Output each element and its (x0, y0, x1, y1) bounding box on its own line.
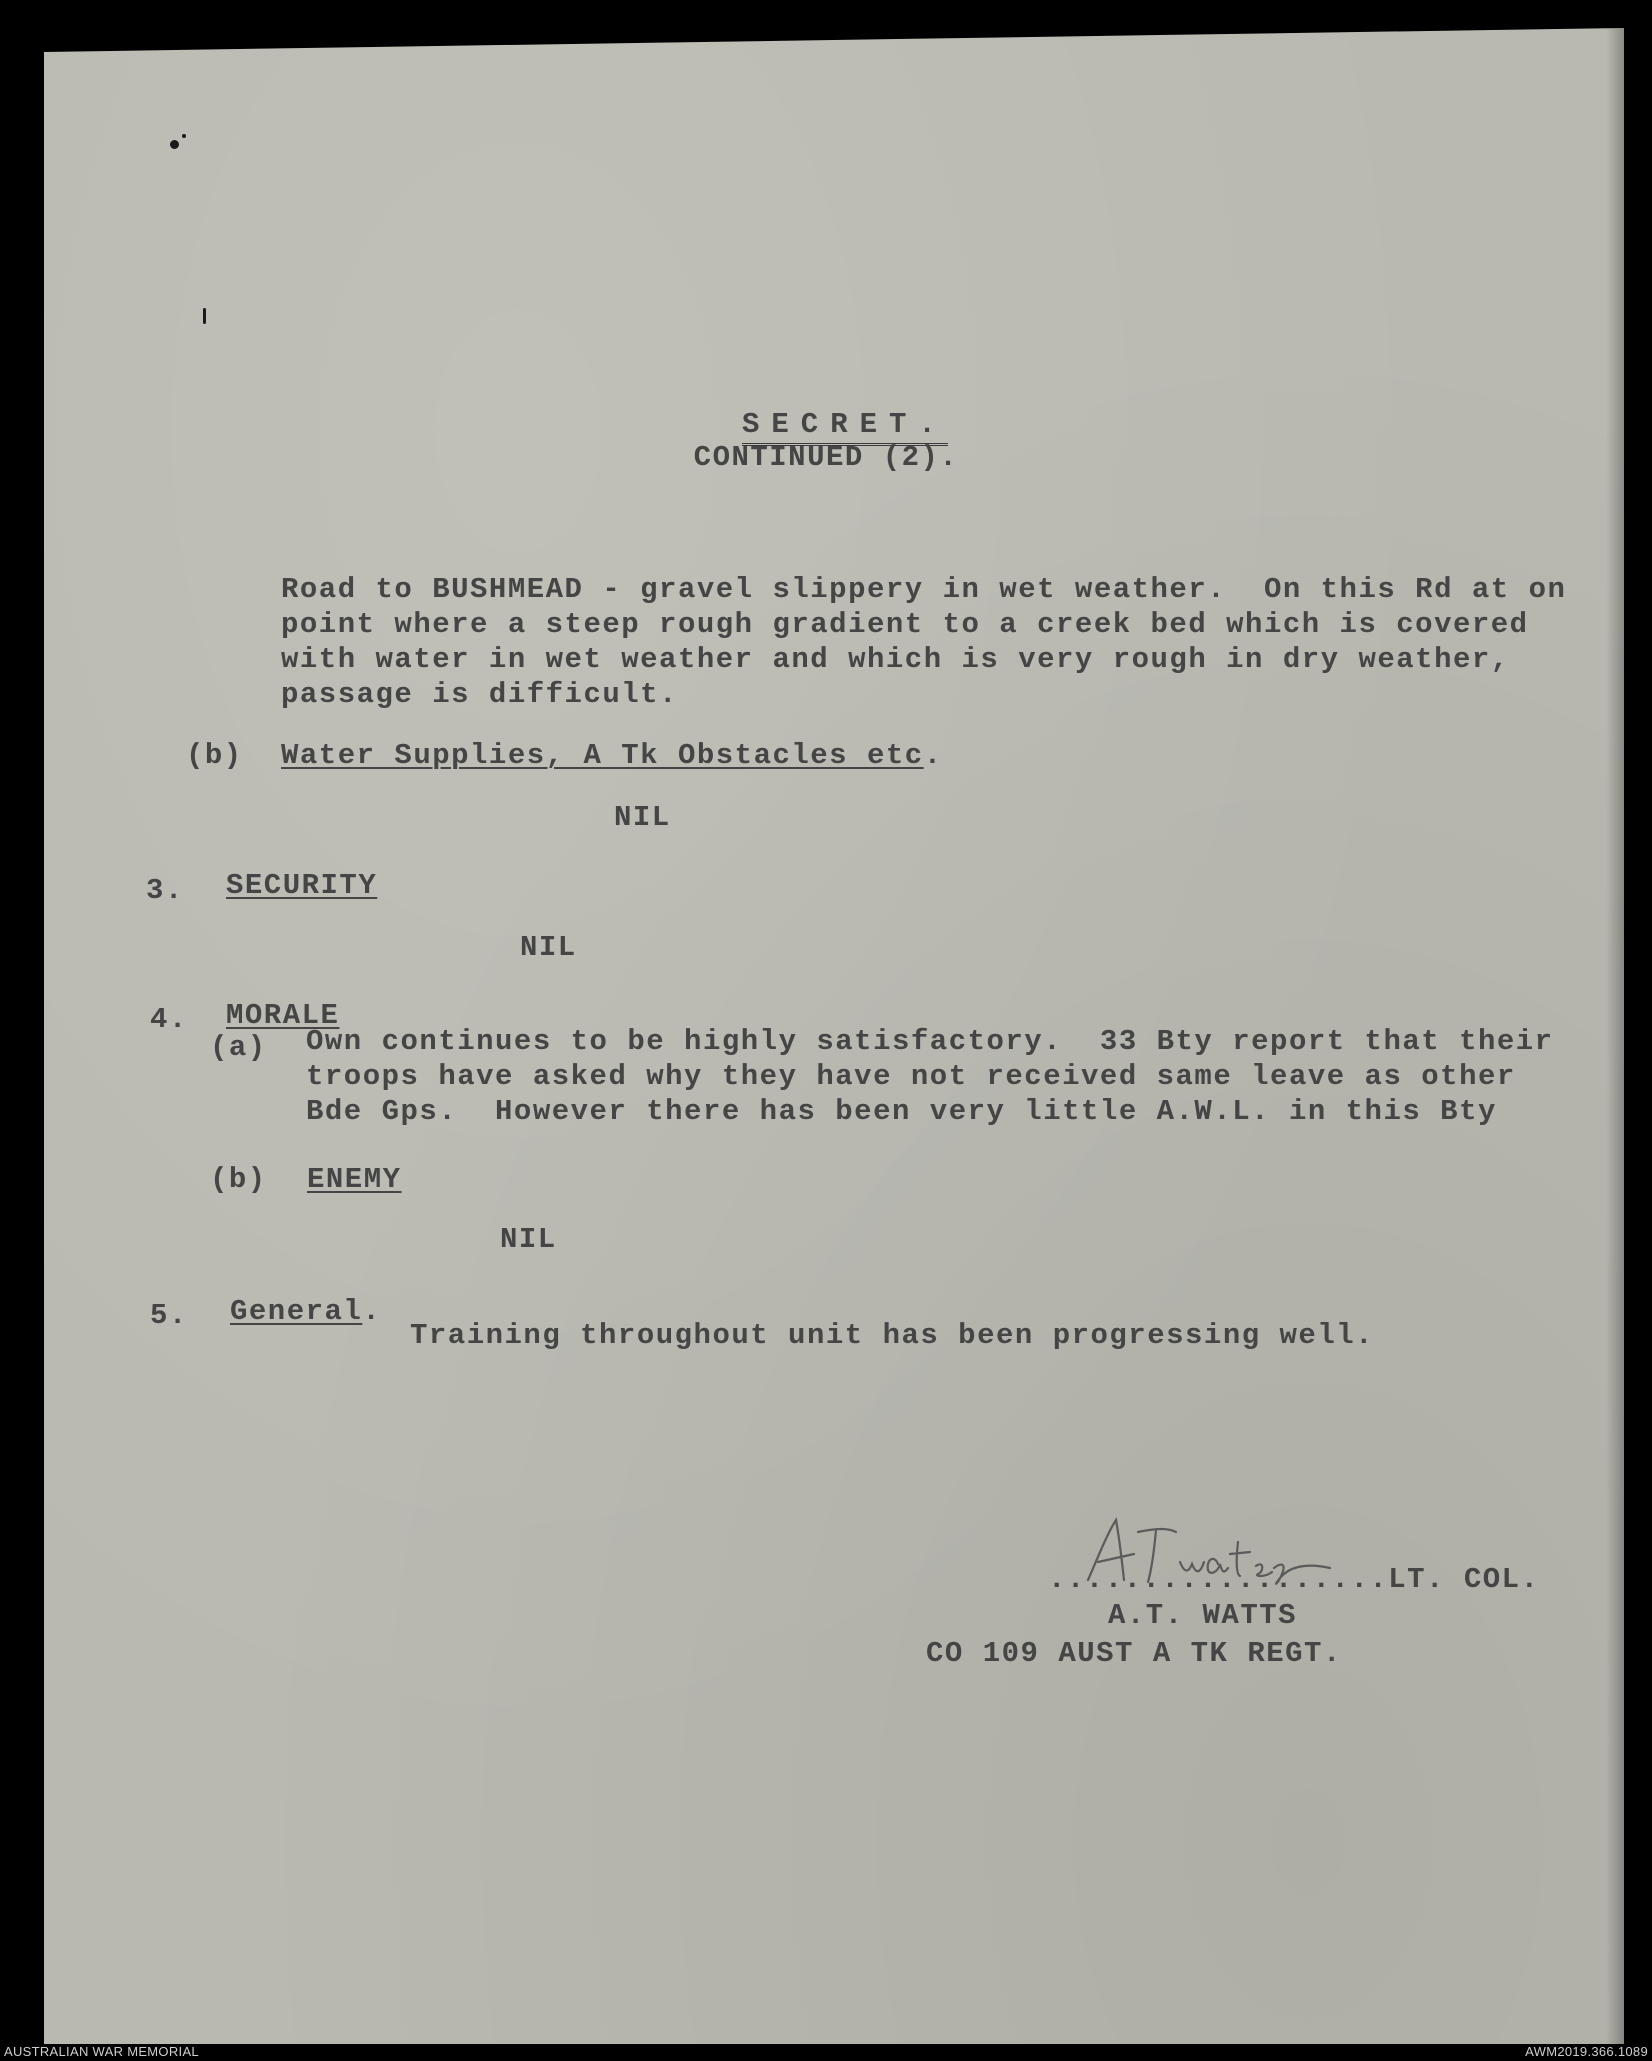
section-4a-line: troops have asked why they have not received same leave as other (306, 1060, 1516, 1093)
punch-mark (170, 140, 179, 149)
section-3-number: 3. (146, 874, 184, 907)
road-paragraph-line: Road to BUSHMEAD - gravel slippery in wet weather. On this Rd at on (281, 573, 1567, 606)
page-edge-shadow (1606, 28, 1624, 2044)
section-5-title: General (230, 1295, 363, 1328)
signatory-unit: CO 109 AUST A TK REGT. (926, 1637, 1342, 1670)
footer-archive-name: AUSTRALIAN WAR MEMORIAL (4, 2044, 199, 2059)
section-b-value: NIL (614, 801, 671, 834)
section-4b-title: ENEMY (307, 1163, 402, 1196)
section-3-title: SECURITY (226, 869, 378, 902)
section-4-number: 4. (150, 1003, 188, 1036)
road-paragraph-line: point where a steep rough gradient to a creek bed which is covered (281, 608, 1529, 641)
section-4b-value: NIL (500, 1223, 557, 1256)
signature-line: ..................LT. COL. (1048, 1563, 1540, 1596)
punch-mark (203, 308, 206, 324)
section-4a-marker: (a) (210, 1031, 267, 1064)
section-4-title: MORALE (226, 999, 340, 1032)
heading-secret: SECRET. (742, 408, 948, 446)
section-4a-line: Bde Gps. However there has been very little A.W.L. in this Bty (306, 1095, 1497, 1128)
subheading: CONTINUED (2). (693, 441, 959, 474)
section-5-number: 5. (150, 1299, 188, 1332)
section-4a-line: Own continues to be highly satisfactory. 33 Bty report that their (306, 1025, 1554, 1058)
road-paragraph-line: with water in wet weather and which is very rough in dry weather, (281, 643, 1510, 676)
punch-mark (182, 134, 186, 138)
section-b-marker: (b) (186, 739, 243, 772)
signatory-name: A.T. WATTS (1108, 1599, 1298, 1632)
road-paragraph-line: passage is difficult. (281, 678, 678, 711)
section-b-title: Water Supplies, A Tk Obstacles etc (281, 739, 924, 772)
section-5-text: Training throughout unit has been progressing well. (410, 1319, 1375, 1352)
section-3-value: NIL (520, 931, 577, 964)
footer-accession-number: AWM2019.366.1089 (1525, 2044, 1648, 2059)
section-4b-marker: (b) (210, 1163, 267, 1196)
